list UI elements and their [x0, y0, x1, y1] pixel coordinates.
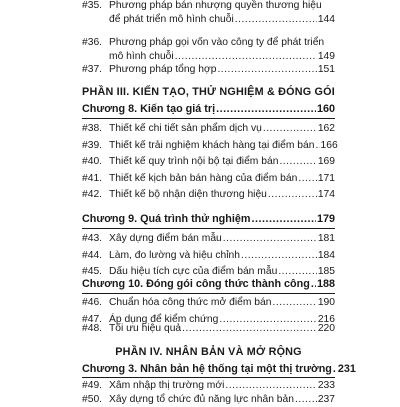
toc-entry-38: [82, 122, 335, 136]
chapter-heading-9: [82, 212, 335, 227]
entry-title: Xâm nhập thị trường mới: [109, 380, 225, 391]
entry-page: 184: [317, 250, 335, 261]
chapter-title: Chương 3. Nhân bản hệ thống tại một thị trường: [82, 363, 332, 375]
toc-entry-44: [82, 249, 335, 263]
entry-title: Phương pháp tổng hợp: [109, 64, 217, 75]
chapter-heading-3: [82, 362, 356, 377]
entry-number: #39.: [82, 140, 103, 151]
toc-entry-37: [82, 63, 335, 77]
entry-page: 166: [320, 140, 338, 151]
entry-title: Làm, đo lường và hiệu chỉnh: [109, 250, 240, 261]
entry-number: #35.: [82, 0, 103, 11]
chapter-title: Chương 10. Đóng gói công thức thành công: [82, 278, 310, 290]
entry-number: #50.: [82, 394, 103, 405]
toc-entry-41: [82, 172, 335, 186]
toc-entry-48: [82, 322, 335, 336]
part-heading-3: PHẦN III. KIẾN TẠO, THỬ NGHIỆM & ĐÓNG GÓI: [82, 86, 335, 98]
toc-entry-42: [82, 188, 335, 202]
entry-title: Thiết kế trải nghiệm khách hàng tại điểm bán: [109, 140, 315, 151]
entry-number: #49.: [82, 380, 103, 391]
leader-dots: [295, 393, 317, 407]
chapter-heading-10: [82, 277, 335, 292]
entry-number: #44.: [82, 250, 103, 261]
entry-page: 174: [317, 189, 335, 200]
chapter-page: 188: [316, 278, 335, 290]
entry-page: 233: [317, 380, 335, 391]
entry-number: #46.: [82, 297, 103, 308]
chapter-divider: [82, 228, 335, 229]
entry-page: 149: [317, 51, 335, 62]
entry-number: #45.: [82, 266, 103, 277]
leader-dots: [311, 277, 316, 292]
entry-page: 181: [317, 233, 335, 244]
toc-entry-49: [82, 379, 335, 393]
entry-page: 151: [317, 64, 335, 75]
entry-title-line2: mô hình chuỗi: [109, 51, 174, 62]
entry-page: 144: [317, 14, 335, 25]
chapter-divider: [82, 377, 335, 378]
leader-dots: [333, 362, 337, 377]
leader-dots: [268, 188, 317, 202]
entry-title: Áp dụng để kiểm chứng: [109, 314, 219, 325]
entry-number: #37.: [82, 64, 103, 75]
leader-dots: [251, 212, 316, 227]
entry-number: #38.: [82, 123, 103, 134]
chapter-divider: [82, 293, 335, 294]
entry-title: Thiết kế quy trình nội bộ tại điểm bán: [109, 156, 279, 167]
leader-dots: [298, 172, 316, 186]
chapter-title: Chương 8. Kiến tạo giá trị: [82, 103, 216, 115]
entry-title: Thiết kế kịch bản bán hàng của điểm bán: [109, 173, 298, 184]
entry-title: Chuẩn hóa công thức mở điểm bán: [109, 297, 272, 308]
leader-dots: [241, 249, 317, 263]
entry-page: 162: [317, 123, 335, 134]
toc-entry-36: [82, 36, 335, 64]
entry-number: #41.: [82, 173, 103, 184]
leader-dots: [225, 379, 316, 393]
leader-dots: [235, 13, 317, 27]
leader-dots: [216, 102, 316, 117]
toc-entry-35: [82, 0, 335, 27]
entry-title: Dấu hiệu tích cực của điểm bán mẫu: [109, 266, 278, 277]
part-heading-4: PHẦN IV. NHÂN BẢN VÀ MỞ RỘNG: [115, 346, 302, 358]
entry-page: 169: [317, 156, 335, 167]
chapter-page: 160: [316, 103, 335, 115]
entry-page: 216: [317, 314, 335, 325]
entry-number: #47.: [82, 314, 103, 325]
leader-dots: [279, 155, 316, 169]
entry-title: Xây dựng điểm bán mẫu: [109, 233, 222, 244]
entry-number: #40.: [82, 156, 103, 167]
entry-title-line1: Phương pháp gọi vốn vào công ty để phát triển: [109, 37, 325, 48]
entry-number: #42.: [82, 189, 103, 200]
toc-entry-43: [82, 232, 335, 246]
toc-entry-50: [82, 393, 335, 407]
entry-number: #36.: [82, 37, 103, 48]
entry-page: 185: [317, 266, 335, 277]
leader-dots: [263, 122, 317, 136]
entry-title-line1: Phương pháp bán nhượng quyền thương hiệu: [109, 0, 322, 11]
chapter-title: Chương 9. Quá trình thử nghiệm: [82, 213, 251, 225]
leader-dots: [223, 232, 317, 246]
leader-dots: [217, 63, 316, 77]
leader-dots: [182, 322, 317, 336]
toc-entry-39: [82, 139, 338, 153]
entry-page: 237: [317, 394, 335, 405]
entry-page: 190: [317, 297, 335, 308]
toc-entry-40: [82, 155, 335, 169]
leader-dots: [175, 50, 317, 64]
entry-number: #43.: [82, 233, 103, 244]
chapter-page: 179: [316, 213, 335, 225]
chapter-divider: [82, 118, 335, 119]
entry-title: Tối ưu hiệu quả: [109, 323, 182, 334]
entry-title-line2: để phát triển mô hình chuỗi: [109, 14, 234, 25]
leader-dots: [272, 296, 316, 310]
toc-entry-46: [82, 296, 335, 310]
entry-title: Thiết kế bộ nhận diện thương hiệu: [109, 189, 267, 200]
leader-dots: [316, 139, 320, 153]
entry-number: #48.: [82, 323, 103, 334]
chapter-page: 231: [337, 363, 356, 375]
entry-page: 171: [317, 173, 335, 184]
entry-page: 220: [317, 323, 335, 334]
entry-title: Xây dựng tổ chức đủ năng lực nhân bản: [109, 394, 294, 405]
chapter-heading-8: [82, 102, 335, 117]
entry-title: Thiết kế chi tiết sản phẩm dịch vụ: [109, 123, 262, 134]
